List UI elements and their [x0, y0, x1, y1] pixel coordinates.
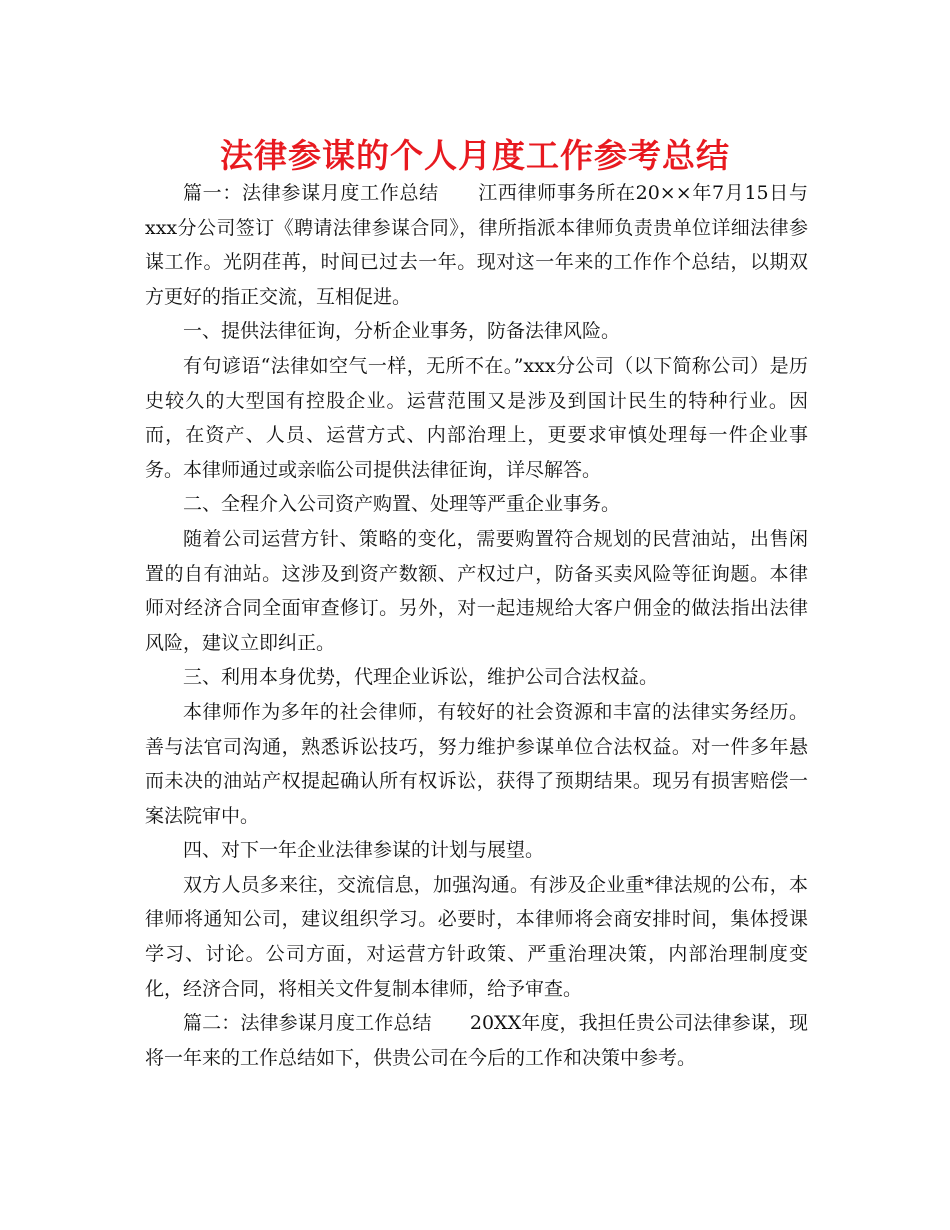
section-heading-4: 四、对下一年企业法律参谋的计划与展望。 [183, 839, 545, 862]
section-heading-2: 二、全程介入公司资产购置、处理等严重企业事务。 [183, 493, 621, 516]
paragraph-section-1: 有句谚语“法律如空气一样，无所不在。”xxx分公司（以下简称公司）是历史较久的大型国有控股企业。运营范围又是涉及到国计民生的特种行业。因而，在资产、人员、运营方式、内部治理上，更要求审慎处理每一件企业事务。本律师通过或亲临公司提供法律征询，详尽解答。 [145, 354, 808, 481]
document-title: 法律参谋的个人月度工作参考总结 [220, 136, 730, 175]
paragraph-section-4: 双方人员多来往，交流信息，加强沟通。有涉及企业重*律法规的公布，本律师将通知公司，建议组织学习。必要时，本律师将会商安排时间，集体授课学习、讨论。公司方面，对运营方针政策、严重治理决策，内部治理制度变化，经济合同，将相关文件复制本律师，给予审查。 [145, 873, 808, 1000]
section-heading-1: 一、提供法律征询，分析企业事务，防备法律风险。 [183, 320, 621, 343]
paragraph-part-two: 篇二：法律参谋月度工作总结 20XX年度，我担任贵公司法律参谋，现将一年来的工作总结如下，供贵公司在今后的工作和决策中参考。 [145, 1012, 808, 1069]
section-heading-3: 三、利用本身优势，代理企业诉讼，维护公司合法权益。 [183, 666, 659, 689]
paragraph-intro: 篇一：法律参谋月度工作总结 江西律师事务所在20××年7月15日与xxx分公司签订《聘请法律参谋合同》，律所指派本律师负责贵单位详细法律参谋工作。光阴荏苒，时间已过去一年。现对这一年来的工作作个总结，以期双方更好的指正交流，互相促进。 [145, 182, 808, 308]
document-body [145, 176, 808, 1075]
paragraph-section-3: 本律师作为多年的社会律师，有较好的社会资源和丰富的法律实务经历。善与法官司沟通，熟悉诉讼技巧，努力维护参谋单位合法权益。对一件多年悬而未决的油站产权提起确认所有权诉讼，获得了预期结果。现另有损害赔偿一案法院审中。 [145, 700, 808, 827]
paragraph-section-2: 随着公司运营方针、策略的变化，需要购置符合规划的民营油站，出售闲置的自有油站。这涉及到资产数额、产权过户，防备买卖风险等征询题。本律师对经济合同全面审查修订。另外，对一起违规给大客户佣金的做法指出法律风险，建议立即纠正。 [145, 527, 808, 654]
